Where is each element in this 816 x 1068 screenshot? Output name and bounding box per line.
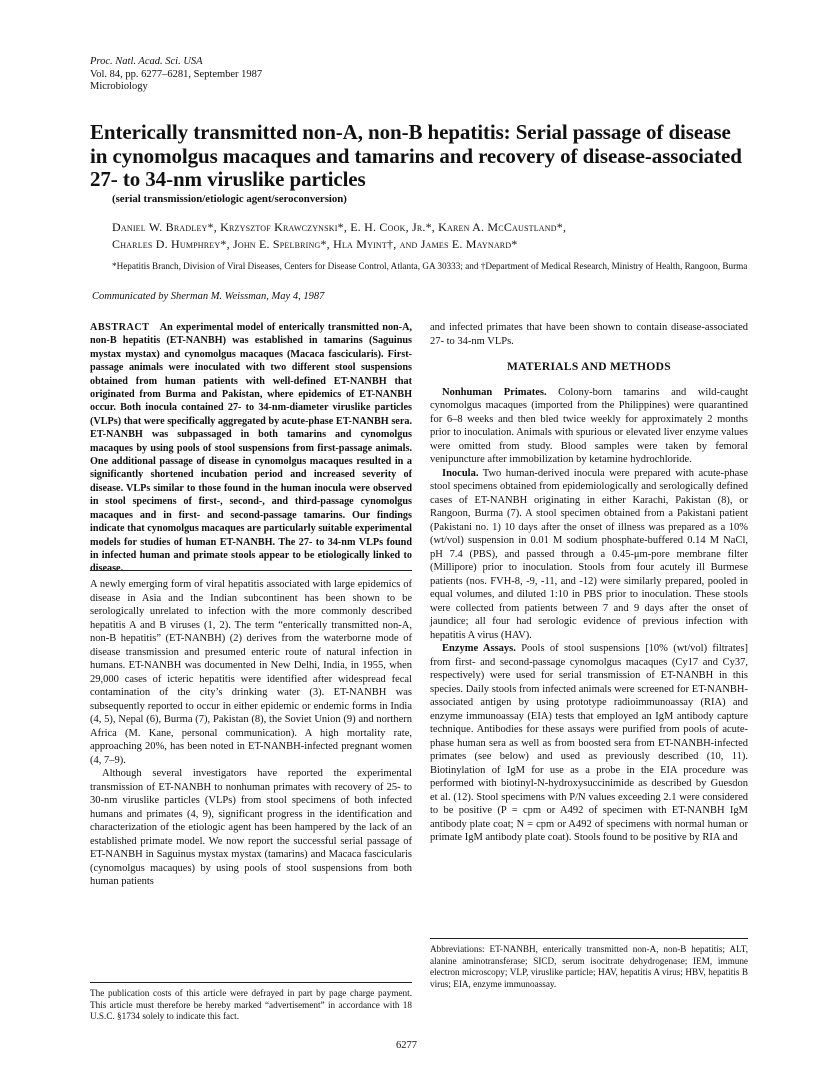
author-list bbox=[112, 219, 752, 253]
page-number: 6277 bbox=[396, 1040, 417, 1051]
enzyme-text: Pools of stool suspensions [10% (wt/vol) filtrates] from first- and second-passage cynomolgus macaques (Cy17 and Cy37, respectively) were used for serial transmission of ET-NANBH in this species. Daily stools from infected animals were screened for ET-NANBH-associated antigen by using prototype radioimmunoassay (RIA) and enzyme immunoassay (EIA) tests that employed an IgM antibody capture technique. Antibodies for these assays were purified from pools of acute-phase human sera as well as from boosted sera from ET-NANBH-infected primates (see below) and used as previously described (10, 11). Biotinylation of IgM for use as a probe in the EIA procedure was performed with biotinyl-N-hydroxysuccinimide as described by Guesdon et al. (12). Stool specimens with P/N values exceeding 2.1 were considered to be positive (P = cpm or A492 of specimen with ET-NANBH IgM antibody plate coat; N = cpm or A492 of specimens with normal human or primate IgM antibody plate coat). Stools found to be positive by RIA and bbox=[430, 643, 748, 843]
intro-paragraph-3: and infected primates that have been shown to contain disease-associated 27- to 34-nm VLPs. bbox=[430, 322, 748, 347]
publication-cost-note: The publication costs of this article were defrayed in part by page charge payment. This article must therefore be hereby marked “advertisement” in accordance with 18 U.S.C. §1734 solely to indicate this fact. bbox=[90, 988, 412, 1021]
abstract-label: ABSTRACT bbox=[90, 322, 150, 333]
primates-label: Nonhuman Primates. bbox=[442, 386, 547, 398]
abbreviations: Abbreviations: ET-NANBH, enterically transmitted non-A, non-B hepatitis; ALT, alanine aminotransferase; SICD, serum isocitrate dehydrogenase; IEM, immune electron microscopy; VLP, viruslike particle; HAV, hepatitis A virus; HBV, hepatitis B virus; EIA, enzyme immunoassay. bbox=[430, 944, 748, 989]
inocula-text: Two human-derived inocula were prepared with acute-phase stool specimens obtained from epidemiologically and serologically defined cases of ET-NANBH originating in either Karachi, Pakistan (8), or Rangoon, Burma (7). A stool specimen obtained from a Pakistani patient (Pakistani no. 1) 10 days after the onset of illness was prepared as a 10% (wt/vol) suspension in 0.01 M sodium phosphate-buffered 0.14 M NaCl, pH 7.4 (PBS), and passed through a 0.45-μm-pore membrane filter (Millipore) prior to inoculation. Stools from four acutely ill Burmese patients (nos. FVH-8, -9, -11, and -12) were similarly prepared, pooled in equal volumes, and diluted 1:10 in PBS prior to inoculation. These stools were collected from patients between 7 and 9 days after the onset of jaundice; all four had serologic evidence of previous infection with hepatitis A virus (HAV). bbox=[430, 467, 748, 641]
primates-text: Colony-born tamarins and wild-caught cynomolgus macaques (imported from the Philippines) were quarantined for 6–8 weeks and then bled twice weekly for approximately 2 months prior to inoculation. Animals with spurious or elevated liver enzyme values were omitted from study. Blood samples were taken by femoral venipuncture after immobilization by ketamine hydrochloride. bbox=[430, 386, 748, 465]
inocula-label: Inocula. bbox=[442, 467, 479, 479]
introduction bbox=[90, 578, 412, 889]
author-line-2: Charles D. Humphrey*, John E. Spelbring*, Hla Myint†, and James E. Maynard* bbox=[112, 237, 518, 251]
intro-paragraph-2: Although several investigators have reported the experimental transmission of ET-NANBH to nonhuman primates with recovery of 25- to 30-nm viruslike particles (VLPs) from stool specimens of both infected humans and primates (4, 9), significant progress in the identification and characterization of the etiologic agent has been hampered by the lack of an established primate model. We now report the successful serial passage of ET-NANBH in Saguinus mystax mystax (tamarins) and Macaca fascicularis (cynomolgus macaques) by using pools of stool suspensions from both human patients bbox=[90, 768, 412, 887]
communicated-by: Communicated by Sherman M. Weissman, May 4, 1987 bbox=[92, 291, 325, 302]
intro-paragraph-1: A newly emerging form of viral hepatitis associated with large epidemics of disease in Asia and the Indian subcontinent has been shown to be serologically unrelated to infection with the more commonly described hepatitis A and B viruses (1, 2). The term “enterically transmitted non-A, non-B hepatitis” (ET-NANBH) (2) derives from the waterborne mode of disease transmission and presumed enteric route of natural infection in humans. ET-NANBH was documented in New Delhi, India, in 1955, when 29,000 cases of icteric hepatitis were identified after widespread fecal contamination of the city’s drinking water (3). ET-NANBH was subsequently reported to occur in either epidemic or endemic forms in India (4, 5), Nepal (6), Burma (7), Pakistan (8), the Soviet Union (9) and northern Africa (M. Kane, personal communication). A high mortality rate, approaching 20%, has been noted in ET-NANBH-infected pregnant women (4, 7–9). bbox=[90, 579, 412, 766]
footnote-divider-right bbox=[430, 938, 748, 939]
journal-header bbox=[90, 56, 262, 94]
article-title: Enterically transmitted non-A, non-B hepatitis: Serial passage of disease in cynomolgus macaques and tamarins and recovery of disease-associated 27- to 34-nm viruslike particles bbox=[90, 120, 742, 191]
affiliation: *Hepatitis Branch, Division of Viral Diseases, Centers for Disease Control, Atlanta, GA 30333; and †Department of Medical Research, Ministry of Health, Rangoon, Burma bbox=[112, 261, 748, 271]
journal-volume: Vol. 84, pp. 6277–6281, September 1987 bbox=[90, 68, 263, 80]
abstract bbox=[90, 321, 412, 576]
enzyme-label: Enzyme Assays. bbox=[442, 643, 516, 654]
journal-name: Proc. Natl. Acad. Sci. USA bbox=[90, 56, 203, 67]
journal-section: Microbiology bbox=[90, 81, 148, 92]
right-column bbox=[430, 321, 748, 845]
abstract-divider bbox=[90, 570, 412, 571]
author-line-1: Daniel W. Bradley*, Krzysztof Krawczynski*, E. H. Cook, Jr.*, Karen A. McCaustland*, bbox=[112, 220, 567, 234]
keywords: (serial transmission/etiologic agent/seroconversion) bbox=[112, 193, 347, 205]
footnote-divider-left bbox=[90, 982, 412, 983]
abstract-text: An experimental model of enterically transmitted non-A, non-B hepatitis (ET-NANBH) was established in tamarins (Saguinus mystax mystax) and cynomolgus macaques (Macaca fascicularis). First-passage animals were inoculated with two different stool suspensions obtained from human patients with well-defined ET-NANBH that originated from Burma and Pakistan, where epidemics of ET-NANBH occur. Both inocula contained 27- to 34-nm-diameter viruslike particles (VLPs) that were specifically aggregated by acute-phase ET-NANBH sera. ET-NANBH was subpassaged in both tamarins and cynomolgus macaques by using pools of stool suspensions from first-passage animals. One additional passage of disease in cynomolgus macaques resulted in a significantly shortened incubation period and increased severity of disease. VLPs similar to those found in the human inocula were observed in stool specimens of first-, second-, and third-passage cynomolgus macaques and in first- and second-passage tamarins. Our findings indicate that cynomolgus macaques are particularly suitable experimental models for studies of human ET-NANBH. The 27- to 34-nm VLPs found in infected human and primate stools appear to be etiologically linked to disease. bbox=[90, 322, 412, 575]
methods-heading: MATERIALS AND METHODS bbox=[507, 361, 671, 373]
